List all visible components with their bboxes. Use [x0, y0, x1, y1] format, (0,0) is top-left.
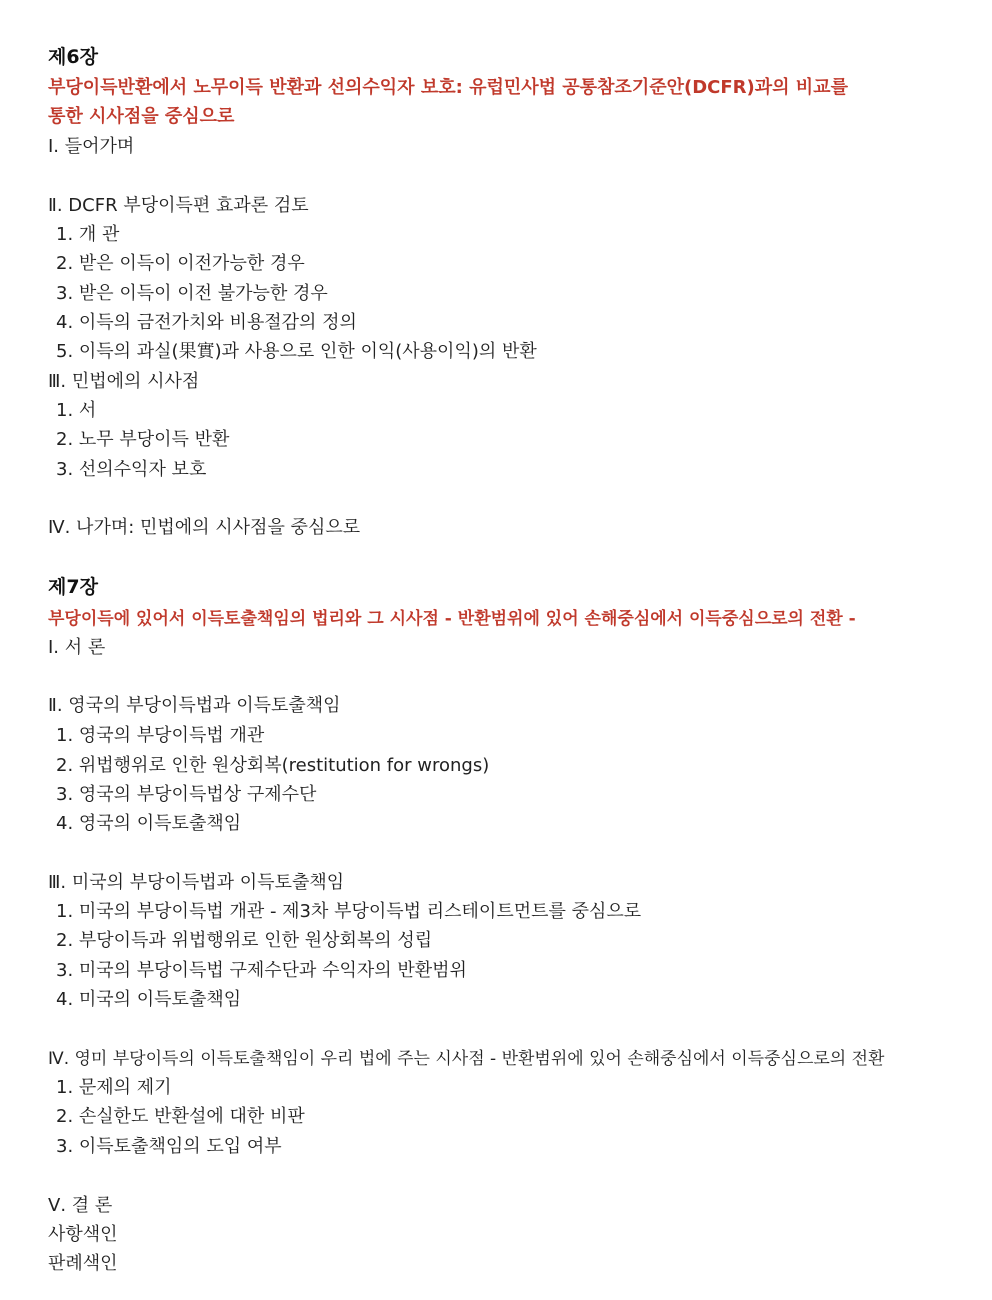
ch7-s4-item-1: 1. 문제의 제기: [56, 1077, 172, 1098]
ch6-s2-item-2: 2. 받은 이득이 이전가능한 경우: [56, 253, 305, 274]
ch6-section-3: Ⅲ. 민법에의 시사점: [48, 371, 200, 392]
ch7-s4-item-2: 2. 손실한도 반환설에 대한 비판: [56, 1106, 305, 1127]
ch7-section-4: Ⅳ. 영미 부당이득의 이득토출책임이 우리 법에 주는 시사점 - 반환범위에 있어 손해중심에서 이득중심으로의 전환: [48, 1049, 885, 1069]
ch7-s2-item-2: 2. 위법행위로 인한 원상회복(restitution for wrongs): [56, 755, 490, 776]
ch7-s4-item-3: 3. 이득토출책임의 도입 여부: [56, 1136, 282, 1157]
chapter-7-heading: 제7장: [48, 576, 98, 598]
subject-index: 사항색인: [48, 1224, 118, 1245]
case-index: 판례색인: [48, 1253, 118, 1274]
ch6-s3-item-3: 3. 선의수익자 보호: [56, 459, 207, 480]
chapter-6-subtitle-line-2: 통한 시사점을 중심으로: [48, 106, 235, 127]
ch6-section-4: Ⅳ. 나가며: 민법에의 시사점을 중심으로: [48, 517, 361, 538]
ch7-section-3: Ⅲ. 미국의 부당이득법과 이득토출책임: [48, 872, 345, 893]
chapter-6-heading: 제6장: [48, 46, 98, 68]
ch7-section-5: Ⅴ. 결 론: [48, 1195, 113, 1216]
ch7-section-1: Ⅰ. 서 론: [48, 637, 106, 658]
ch7-s3-item-4: 4. 미국의 이득토출책임: [56, 989, 242, 1010]
ch6-s3-item-2: 2. 노무 부당이득 반환: [56, 429, 230, 450]
ch6-s2-item-3: 3. 받은 이득이 이전 불가능한 경우: [56, 283, 328, 304]
ch6-section-2: Ⅱ. DCFR 부당이득편 효과론 검토: [48, 195, 309, 216]
ch7-s3-item-2: 2. 부당이득과 위법행위로 인한 원상회복의 성립: [56, 930, 433, 951]
ch6-s2-item-1: 1. 개 관: [56, 224, 120, 245]
ch7-s3-item-1: 1. 미국의 부당이득법 개관 - 제3차 부당이득법 리스테이트먼트를 중심으로: [56, 901, 642, 922]
ch7-s2-item-1: 1. 영국의 부당이득법 개관: [56, 725, 265, 746]
ch6-s3-item-1: 1. 서: [56, 400, 97, 421]
ch6-s2-item-4: 4. 이득의 금전가치와 비용절감의 정의: [56, 312, 357, 333]
chapter-6-subtitle-line-1: 부당이득반환에서 노무이득 반환과 선의수익자 보호: 유럽민사법 공통참조기준안(DCFR)과의 비교를: [48, 77, 848, 98]
ch7-s2-item-3: 3. 영국의 부당이득법상 구제수단: [56, 784, 317, 805]
ch6-s2-item-5: 5. 이득의 과실(果實)과 사용으로 인한 이익(사용이익)의 반환: [56, 341, 537, 362]
ch7-section-2: Ⅱ. 영국의 부당이득법과 이득토출책임: [48, 695, 341, 716]
ch7-s2-item-4: 4. 영국의 이득토출책임: [56, 813, 242, 834]
ch7-s3-item-3: 3. 미국의 부당이득법 구제수단과 수익자의 반환범위: [56, 960, 467, 981]
ch6-section-1: Ⅰ. 들어가며: [48, 136, 135, 157]
chapter-7-subtitle: 부당이득에 있어서 이득토출책임의 법리와 그 시사점 - 반환범위에 있어 손해중심에서 이득중심으로의 전환 -: [48, 609, 856, 629]
